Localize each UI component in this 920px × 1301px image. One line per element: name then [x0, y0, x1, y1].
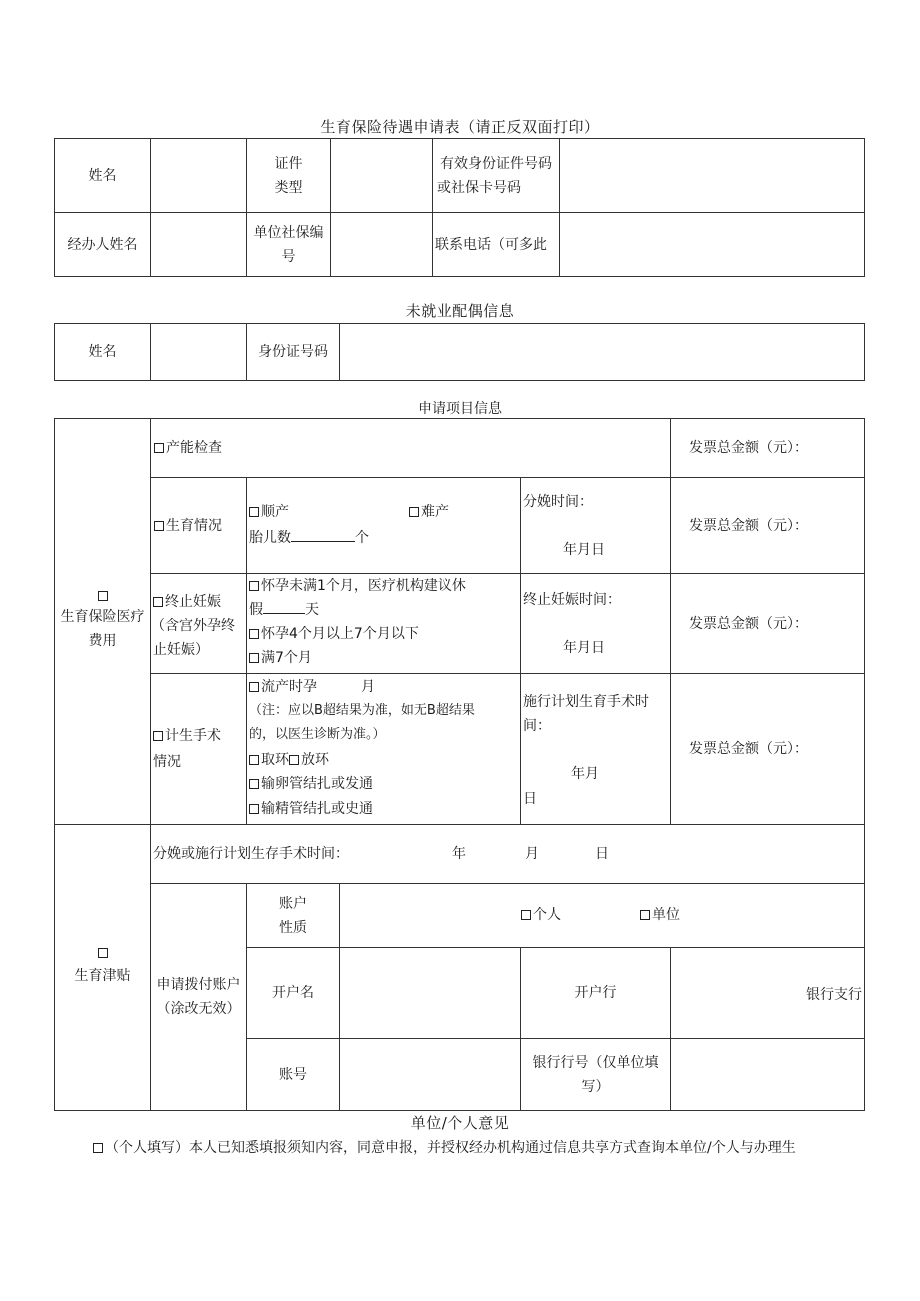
iud-remove-label: 取环 [261, 752, 289, 768]
fp-time-label-line1: 施行计划生育手术时 [523, 694, 649, 710]
cert-type-label [246, 138, 331, 213]
delivery-time-field[interactable] [520, 477, 671, 574]
term-leave-days-input[interactable] [263, 599, 305, 614]
phone-field[interactable] [559, 212, 865, 277]
checkup-option[interactable] [150, 418, 671, 478]
term-7m-label: 满7个月 [261, 650, 312, 666]
delivery-time-label: 分娩时间： [523, 494, 593, 510]
allowance-time-field[interactable] [150, 824, 865, 884]
spouse-id-label: 身份证号码 [246, 323, 340, 381]
allowance-checkbox[interactable] [98, 948, 108, 958]
term-under-1m-label: 怀孕未满1个月，医疗机构建议休 [261, 578, 466, 594]
bank-label: 开户行 [520, 947, 671, 1039]
account-personal-checkbox[interactable] [521, 910, 531, 920]
unit-code-label-line2: 号 [281, 248, 296, 265]
unit-code-label-line1: 单位社保编 [253, 224, 324, 241]
bank-field[interactable] [670, 947, 865, 1039]
account-type-label-line2: 性质 [279, 919, 307, 936]
medical-expense-category[interactable] [54, 418, 151, 825]
account-name-field[interactable] [339, 947, 521, 1039]
bank-code-field[interactable] [670, 1038, 865, 1111]
iud-insert-label: 放环 [301, 752, 329, 768]
form-title: 生育保险待遇申请表（请正反双面打印） [320, 118, 600, 136]
payment-account-label-line2: （涂改无效） [156, 1001, 241, 1017]
term-7m-checkbox[interactable] [249, 653, 259, 663]
account-unit-checkbox[interactable] [640, 910, 650, 920]
termination-invoice-field[interactable] [670, 573, 865, 674]
fp-invoice-field[interactable] [670, 673, 865, 825]
abortion-label: 流产时孕 [261, 679, 317, 695]
consent-statement [93, 1136, 796, 1160]
account-type-label [246, 883, 340, 948]
termination-label-line3: 止妊娠） [153, 642, 209, 658]
iud-insert-checkbox[interactable] [289, 755, 299, 765]
tubal-ligation-checkbox[interactable] [249, 779, 259, 789]
abortion-month-unit: 月 [361, 679, 375, 695]
allowance-day: 日 [595, 846, 609, 862]
birth-option[interactable] [150, 477, 247, 574]
allowance-month: 月 [525, 846, 539, 862]
checkup-checkbox[interactable] [154, 443, 164, 453]
family-planning-option[interactable] [150, 673, 247, 825]
phone-label: 联系电话（可多此 [432, 212, 560, 277]
termination-invoice-label: 发票总金额（元）： [689, 615, 808, 632]
term-4to7m-label: 怀孕4个月以上7个月以下 [261, 626, 419, 642]
medical-expense-label-line1: 生育保险医疗 [60, 608, 145, 625]
checkup-label: 产能检查 [166, 440, 222, 456]
bank-code-label-line1: 银行行号（仅单位填 [532, 1054, 659, 1071]
family-planning-label-line2: 情况 [153, 754, 181, 770]
account-number-field[interactable] [339, 1038, 521, 1111]
account-name-label: 开户名 [246, 947, 340, 1039]
fetus-count-label: 胎儿数 [249, 530, 291, 546]
birth-invoice-field[interactable] [670, 477, 865, 574]
unit-code-field[interactable] [330, 212, 433, 277]
applicant-name-field[interactable] [150, 138, 247, 213]
applicant-name-label: 姓名 [54, 138, 151, 213]
termination-label-line1: 终止妊娠 [165, 594, 221, 610]
cert-type-label-line2: 类型 [274, 179, 303, 196]
consent-text: （个人填写）本人已知悉填报须知内容，同意申报，并授权经办机构通过信息共享方式查询本单位/个人与办理生 [105, 1140, 796, 1156]
account-type-field [339, 883, 865, 948]
account-unit-label: 单位 [652, 907, 680, 923]
checkup-invoice-label: 发票总金额（元）： [689, 440, 808, 456]
cert-type-label-line1: 证件 [274, 155, 303, 172]
term-leave-prefix: 假 [249, 602, 263, 618]
natural-birth-checkbox[interactable] [249, 507, 259, 517]
bank-code-label [520, 1038, 671, 1111]
termination-time-label: 终止妊娠时间： [523, 592, 621, 608]
birth-details [246, 477, 521, 574]
cert-type-field[interactable] [330, 138, 433, 213]
account-type-label-line1: 账户 [279, 895, 307, 912]
birth-label: 生育情况 [166, 517, 222, 534]
delivery-time-ymd: 年月日 [563, 542, 605, 558]
id-number-label [432, 138, 560, 213]
vasectomy-checkbox[interactable] [249, 804, 259, 814]
termination-time-field[interactable] [520, 573, 671, 674]
unit-code-label [246, 212, 331, 277]
family-planning-checkbox[interactable] [153, 731, 163, 741]
abortion-checkbox[interactable] [249, 682, 259, 692]
items-section-title: 申请项目信息 [418, 401, 502, 417]
spouse-id-field[interactable] [339, 323, 865, 381]
id-number-label-line2: 或社保卡号码 [437, 179, 521, 196]
family-planning-details [246, 673, 521, 825]
spouse-name-label: 姓名 [54, 323, 151, 381]
allowance-year: 年 [452, 846, 466, 862]
termination-label-line2: （含宫外孕终 [151, 618, 235, 634]
account-number-label: 账号 [246, 1038, 340, 1111]
termination-checkbox[interactable] [153, 597, 163, 607]
allowance-category[interactable] [54, 824, 151, 1111]
agent-name-field[interactable] [150, 212, 247, 277]
consent-checkbox[interactable] [93, 1143, 103, 1153]
fp-note-line2: 的，以医生诊断为准。） [249, 727, 386, 742]
tubal-ligation-label: 输卵管结扎或发通 [261, 776, 373, 792]
fp-time-label-line2: 间： [523, 718, 551, 734]
fp-note-line1: （注：应以B超结果为准，如无B超结果 [249, 703, 475, 718]
difficult-birth-label: 难产 [421, 504, 449, 520]
medical-expense-checkbox[interactable] [98, 591, 108, 601]
fetus-count-input[interactable] [291, 527, 355, 542]
allowance-time-label: 分娩或施行计划生存手术时间： [153, 846, 349, 862]
bank-branch-label: 银行支行 [806, 987, 862, 1003]
difficult-birth-checkbox[interactable] [409, 507, 419, 517]
opinion-section-title: 单位/个人意见 [410, 1114, 510, 1132]
allowance-label: 生育津贴 [74, 967, 131, 984]
birth-invoice-label: 发票总金额（元）： [689, 517, 808, 534]
fp-invoice-label: 发票总金额（元）： [689, 741, 808, 757]
fp-time-d: 日 [523, 791, 537, 807]
term-under-1m-checkbox[interactable] [249, 581, 259, 591]
family-planning-label-line1: 计生手术 [165, 728, 221, 744]
spouse-section-title: 未就业配偶信息 [405, 302, 515, 320]
iud-remove-checkbox[interactable] [249, 755, 259, 765]
agent-name-label: 经办人姓名 [54, 212, 151, 277]
term-4to7m-checkbox[interactable] [249, 629, 259, 639]
natural-birth-label: 顺产 [261, 504, 289, 520]
fp-time-ym: 年月 [571, 766, 599, 782]
bank-code-label-line2: 写） [581, 1078, 610, 1095]
payment-account-label [150, 883, 247, 1111]
id-number-label-line1: 有效身份证件号码 [440, 155, 552, 172]
termination-option[interactable] [150, 573, 247, 674]
fp-time-field[interactable] [520, 673, 671, 825]
vasectomy-label: 输精管结扎或史通 [261, 801, 373, 817]
medical-expense-label-line2: 费用 [88, 632, 117, 649]
fetus-count-unit: 个 [355, 530, 369, 546]
termination-time-ymd: 年月日 [563, 640, 605, 656]
account-personal-label: 个人 [533, 907, 561, 923]
term-leave-unit: 天 [305, 602, 319, 618]
checkup-invoice-field[interactable] [670, 418, 865, 478]
payment-account-label-line1: 申请拨付账户 [156, 977, 241, 993]
termination-details [246, 573, 521, 674]
id-number-field[interactable] [559, 138, 865, 213]
spouse-name-field[interactable] [150, 323, 247, 381]
birth-checkbox[interactable] [154, 521, 164, 531]
